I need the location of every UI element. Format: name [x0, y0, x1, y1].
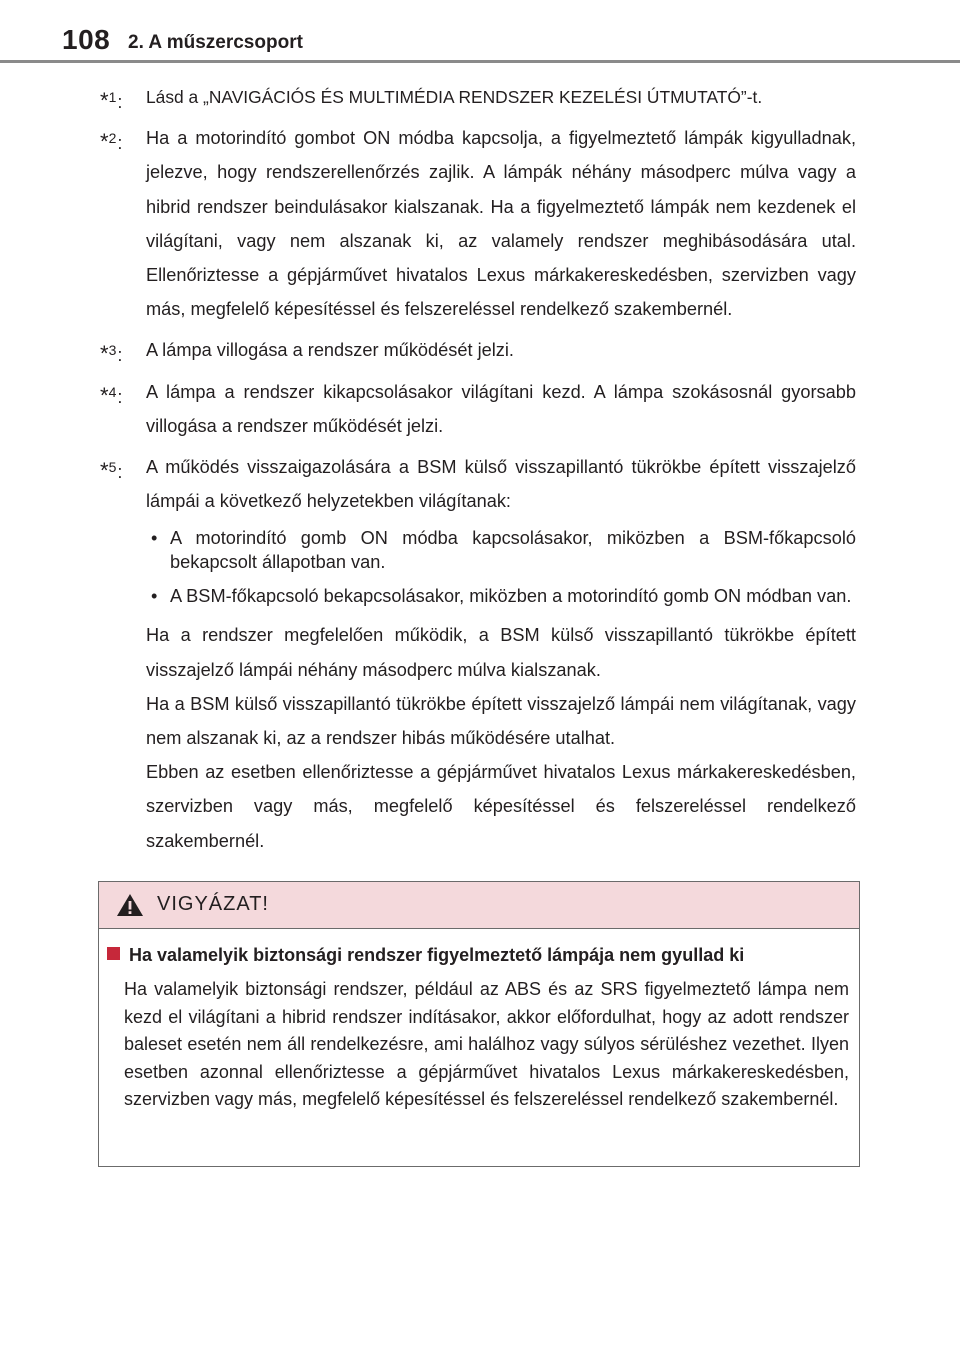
footnote-marker: *$^5$:	[100, 458, 123, 484]
square-bullet-icon	[107, 947, 120, 960]
footnote-4	[100, 375, 856, 443]
warning-header	[99, 882, 859, 929]
section-title: 2. A műszercsoport	[128, 32, 303, 53]
footnote-3	[100, 333, 856, 367]
list-item: • A BSM-főkapcsoló bekapcsolásakor, miközben a motorindító gomb ON módban van.	[151, 586, 852, 607]
warning-title: VIGYÁZAT!	[157, 893, 269, 915]
footnote-5	[100, 450, 856, 858]
footnote-text: Lásd a „NAVIGÁCIÓS ÉS MULTIMÉDIA RENDSZER KEZELÉSI ÚTMUTATÓ”-t.	[146, 87, 763, 107]
paragraph: Ebben az esetben ellenőriztesse a gépjárművet hivatalos Lexus márkakereskedésben, szervizben vagy más, megfelelő képesítéssel és felszereléssel rendelkező szakembernél.	[146, 762, 856, 851]
page-number: 108	[62, 24, 111, 55]
paragraph: Ha a rendszer megfelelően működik, a BSM külső visszapillantó tükrökbe épített visszajelző lámpái néhány másodperc múlva kialszanak.	[146, 625, 856, 680]
warning-subtitle: Ha valamelyik biztonsági rendszer figyelmeztető lámpája nem gyullad ki	[107, 942, 849, 968]
list-item: • A motorindító gomb ON módba kapcsolásakor, miközben a BSM-főkapcsoló bekapcsolt állapotban van.	[151, 528, 856, 573]
footnote-2	[100, 121, 856, 326]
warning-box	[98, 881, 860, 1167]
footnote-marker: *$^3$:	[100, 341, 123, 367]
page-header	[0, 0, 960, 68]
header-divider	[0, 60, 960, 63]
warning-text: Ha valamelyik biztonsági rendszer, például az ABS és az SRS figyelmeztető lámpa nem kezd el világítani a hibrid rendszer indításakor, akkor előfordulhat, hogy az adott rendszer baleset esetén nem áll rendelkezésre, ami halálhoz vagy súlyos sérüléshez vezethet. Ilyen esetben azonnal ellenőriztesse a gépjárművet hivatalos Lexus márkakereskedésben, szervizben vagy más, megfelelő képesítéssel és felszereléssel rendelkező szakembernél.	[124, 979, 849, 1109]
footnote-marker: *$^2$:	[100, 129, 123, 155]
footnotes	[100, 80, 856, 865]
paragraph: Ha a BSM külső visszapillantó tükrökbe épített visszajelző lámpái nem világítanak, vagy nem alszanak ki, az a rendszer hibás működésére utalhat.	[146, 693, 856, 749]
bullet-list	[146, 526, 856, 608]
footnote-text: Ha a motorindító gombot ON módba kapcsolja, a figyelmeztető lámpák kigyulladnak, jelezve, hogy rendszerellenőrzés zajlik. A lámpák néhány másodperc múlva vagy a hibrid rendszer beindulásakor kialszanak. Ha a figyelmeztető lámpák nem kezdenek el világítani, vagy nem alszanak ki, az valamely rendszer meghibásodására utal. Ellenőriztesse a gépjárművet hivatalos Lexus márkakereskedésben, szervizben vagy más, megfelelő képesítéssel és felszereléssel rendelkező szakembernél.	[146, 128, 856, 320]
footnote-text: A működés visszaigazolására a BSM külső visszapillantó tükrökbe épített visszajelző lámpái a következő helyzetekben világítanak:	[146, 457, 856, 512]
footnote-1	[100, 80, 856, 114]
bullet-icon: •	[151, 586, 158, 607]
warning-triangle-icon	[116, 893, 144, 917]
warning-body	[107, 942, 849, 1114]
footnote-text: A lámpa villogása a rendszer működését jelzi.	[146, 340, 514, 361]
footnote-text: A lámpa a rendszer kikapcsolásakor világítani kezd. A lámpa szokásosnál gyorsabb villogása a rendszer működését jelzi.	[146, 381, 856, 436]
bullet-icon: •	[151, 528, 158, 549]
footnote-marker: *$^1$:	[100, 88, 123, 113]
footnote-marker: *$^4$:	[100, 382, 123, 408]
